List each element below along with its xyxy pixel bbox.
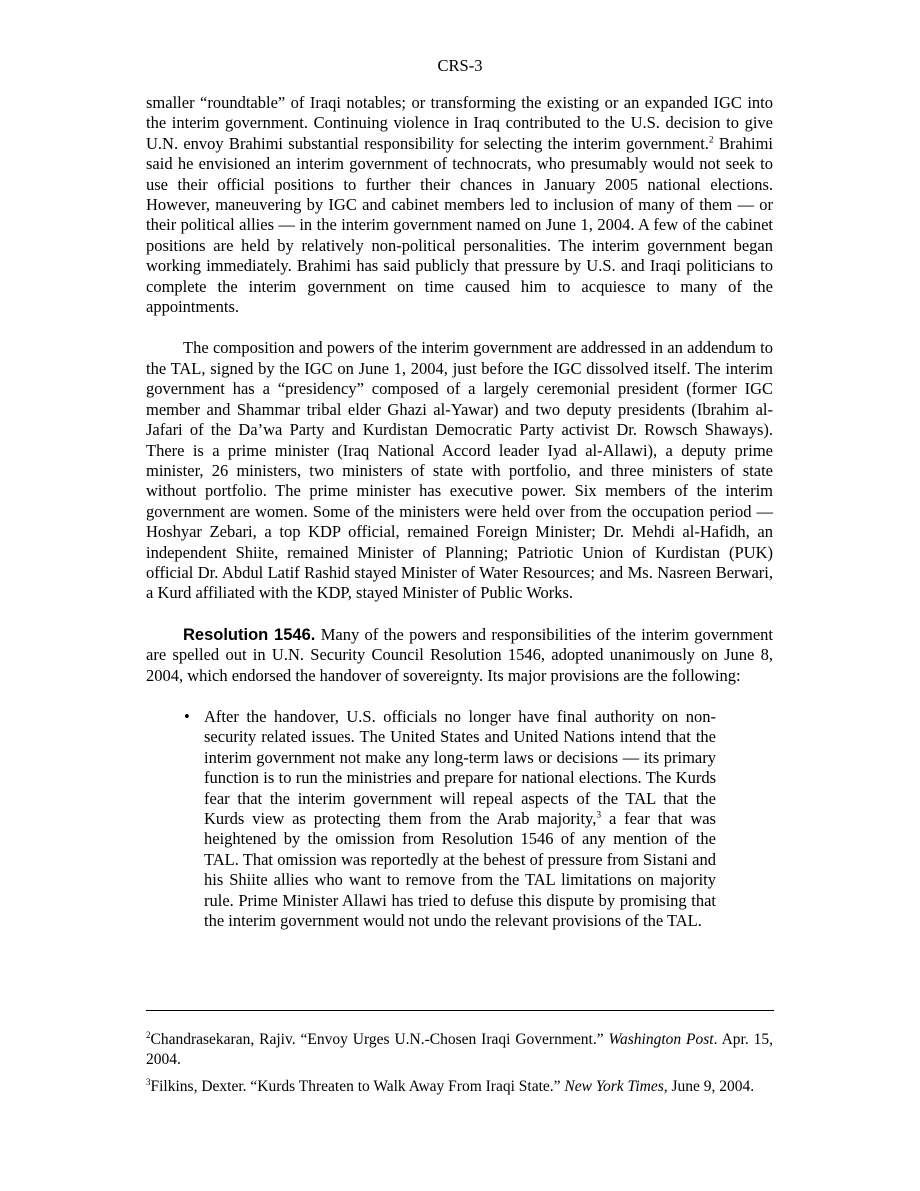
section-heading: Resolution 1546. xyxy=(183,625,316,644)
footnote-ref-2[interactable]: 2 xyxy=(708,135,714,146)
bullet-text xyxy=(204,707,716,931)
bullet-text-part: After the handover, U.S. officials no longer have final authority on non-security related issues. The United States and United Nations intend that the interim government not make any long-term laws or decisions — its primary function is to run the ministries and prepare for national elections. The Kurds fear that the interim government will repeal aspects of the TAL that the Kurds view as protecting them from the Arab majority, xyxy=(204,706,716,828)
paragraph-continued xyxy=(146,93,773,317)
page-number: CRS-3 xyxy=(437,56,483,75)
footnote-3 xyxy=(146,1077,773,1097)
paragraph-resolution xyxy=(146,625,773,686)
footnote-source: New York Times xyxy=(564,1078,664,1095)
main-content xyxy=(146,93,773,931)
footnotes xyxy=(146,1030,773,1105)
footnote-number: 2 xyxy=(146,1029,151,1040)
bullet-text-part: a fear that was heightened by the omission from Resolution 1546 of any mention of the TAL. That omission was reportedly at the behest of pressure from Sistani and his Shiite allies who want to remove from the TAL limitations on majority rule. Prime Minister Allawi has tried to defuse this dispute by promising that the interim government would not undo the relevant provisions of the TAL. xyxy=(204,809,716,931)
footnote-divider xyxy=(146,1010,774,1011)
footnote-2 xyxy=(146,1030,773,1069)
bullet-item xyxy=(184,706,716,931)
footnote-text: . Apr. 15, 2004. xyxy=(146,1031,773,1068)
page-header xyxy=(0,56,920,76)
footnote-ref-3[interactable]: 3 xyxy=(596,810,602,821)
paragraph-text: Brahimi said he envisioned an interim government of technocrats, who presumably would not seek to use their official positions to further their chances in January 2005 national elections. However, maneuvering by IGC and cabinet members led to inclusion of many of them — or their political allies — in the interim government named on June 1, 2004. A few of the cabinet positions are held by relatively non-political personalities. The interim government began working immediately. Brahimi has said publicly that pressure by U.S. and Iraqi politicians to complete the interim government on time caused him to acquiesce to many of the appointments. xyxy=(146,133,773,317)
footnote-text: Filkins, Dexter. “Kurds Threaten to Walk Away From Iraqi State.” xyxy=(150,1078,565,1095)
bullet-icon: • xyxy=(184,706,190,726)
footnote-text: Chandrasekaran, Rajiv. “Envoy Urges U.N.-Chosen Iraqi Government.” xyxy=(150,1031,609,1048)
paragraph-text: The composition and powers of the interim government are addressed in an addendum to the TAL, signed by the IGC on June 1, 2004, just before the IGC dissolved itself. The interim government has a “presidency” composed of a largely ceremonial president (former IGC member and Shammar tribal elder Ghazi al-Yawar) and two deputy presidents (Ibrahim al-Jafari of the Da’wa Party and Kurdistan Democratic Party activist Dr. Rowsch Shaways). There is a prime minister (Iraq National Accord leader Iyad al-Allawi), a deputy prime minister, 26 ministers, two ministers of state with portfolio, and three ministers of state without portfolio. The prime minister has executive power. Six members of the interim government are women. Some of the ministers were held over from the occupation period — Hoshyar Zebari, a top KDP official, remained Foreign Minister; Dr. Mehdi al-Hafidh, an independent Shiite, remained Minister of Planning; Patriotic Union of Kurdistan (PUK) official Dr. Abdul Latif Rashid stayed Minister of Water Resources; and Ms. Nasreen Berwari, a Kurd affiliated with the KDP, stayed Minister of Public Works. xyxy=(146,338,773,603)
footnote-number: 3 xyxy=(146,1076,151,1087)
paragraph-composition xyxy=(146,338,773,603)
footnote-text: , June 9, 2004. xyxy=(663,1078,755,1095)
footnote-source: Washington Post xyxy=(608,1031,714,1048)
paragraph-text: Many of the powers and responsibilities of the interim government are spelled out in U.N. Security Council Resolution 1546, adopted unanimously on June 8, 2004, which endorsed the handover of sovereignty. Its major provisions are the following: xyxy=(146,624,774,685)
paragraph-text: smaller “roundtable” of Iraqi notables; or transforming the existing or an expanded IGC into the interim government. Continuing violence in Iraq contributed to the U.S. decision to give U.N. envoy Brahimi substantial responsibility for selecting the interim government. xyxy=(146,93,773,153)
